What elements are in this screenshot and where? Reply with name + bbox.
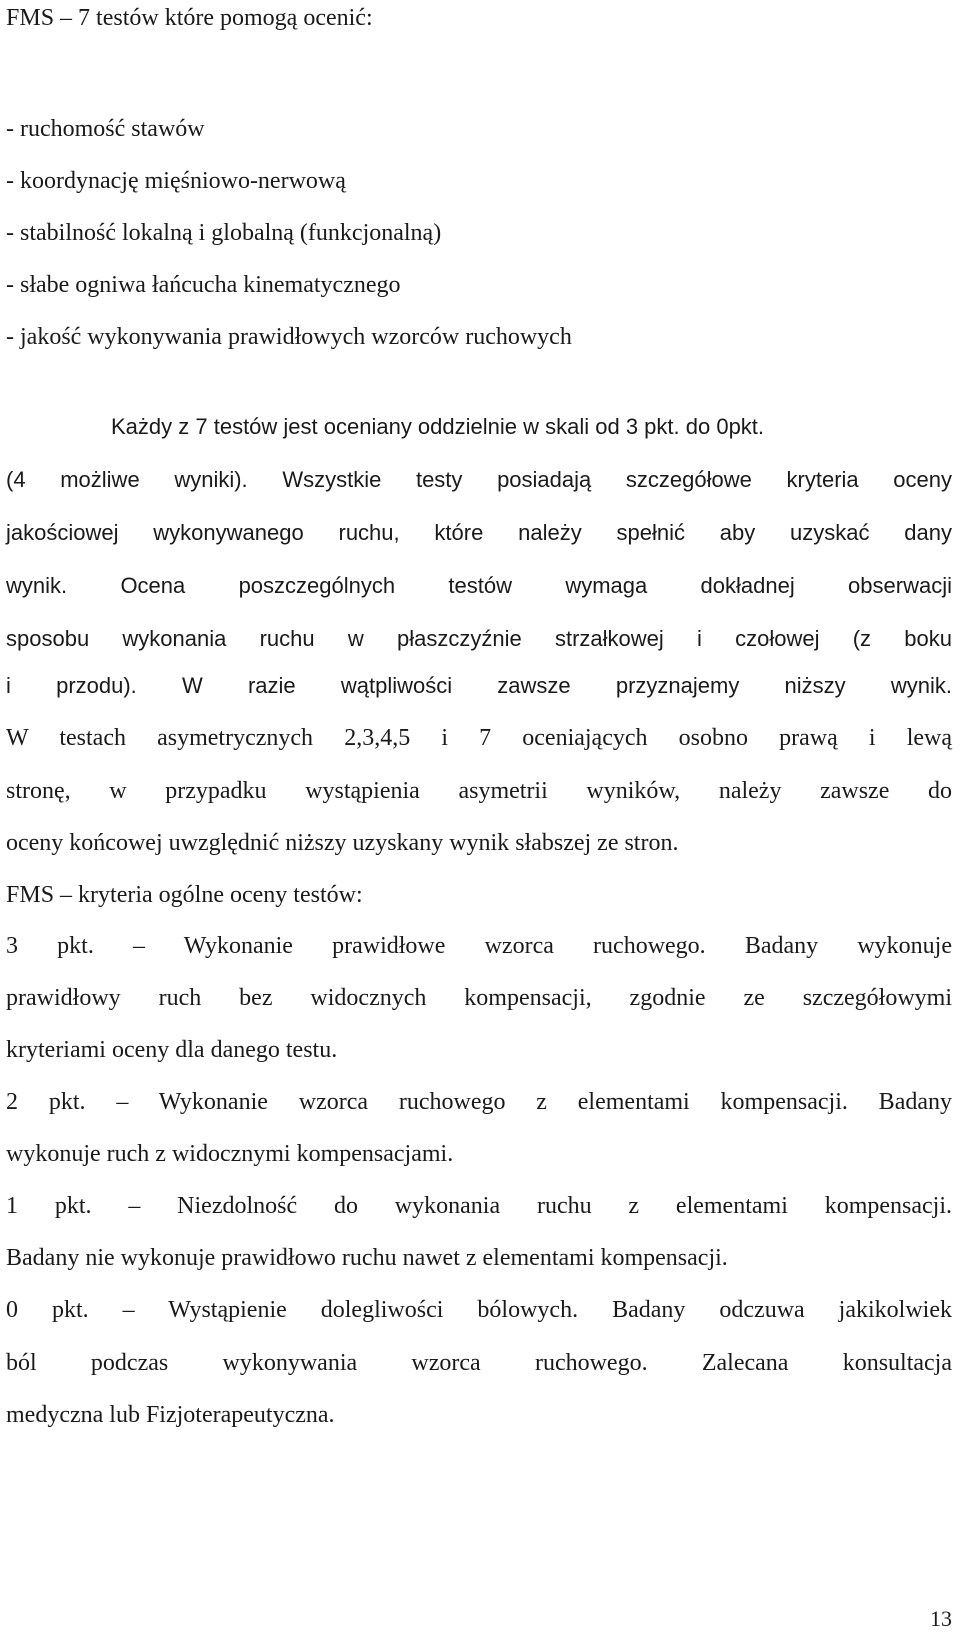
paragraph-line: jakościowej wykonywanego ruchu, które należy spełnić aby uzyskać dany [6,520,952,545]
list-item: - stabilność lokalną i globalną (funkcjonalną) [6,220,442,246]
list-item: - koordynację mięśniowo-nerwową [6,168,346,194]
criteria-heading: FMS – kryteria ogólne oceny testów: [6,882,363,908]
paragraph-line: stronę, w przypadku wystąpienia asymetrii wyników, należy zawsze do [6,778,952,804]
criteria-line: prawidłowy ruch bez widocznych kompensacji, zgodnie ze szczegółowymi [6,985,952,1011]
document-title: FMS – 7 testów które pomogą ocenić: [6,5,373,31]
list-item: - jakość wykonywania prawidłowych wzorców ruchowych [6,324,572,350]
list-item: - słabe ogniwa łańcucha kinematycznego [6,272,401,298]
page-number: 13 [930,1606,952,1631]
criteria-line: 1 pkt. – Niezdolność do wykonania ruchu z elementami kompensacji. [6,1193,952,1219]
criteria-line: 2 pkt. – Wykonanie wzorca ruchowego z elementami kompensacji. Badany [6,1089,952,1115]
paragraph-line: (4 możliwe wyniki). Wszystkie testy posiadają szczegółowe kryteria oceny [6,467,952,492]
criteria-line: 0 pkt. – Wystąpienie dolegliwości bólowych. Badany odczuwa jakikolwiek [6,1297,952,1323]
paragraph-line: oceny końcowej uwzględnić niższy uzyskany wynik słabszej ze stron. [6,830,679,856]
criteria-line: kryteriami oceny dla danego testu. [6,1037,338,1063]
criteria-line: Badany nie wykonuje prawidłowo ruchu nawet z elementami kompensacji. [6,1245,728,1271]
bullet-list [6,103,572,363]
paragraph-line: W testach asymetrycznych 2,3,4,5 i 7 oceniających osobno prawą i lewą [6,725,952,751]
paragraph-line: i przodu). W razie wątpliwości zawsze przyznajemy niższy wynik. [6,673,952,698]
criteria-line: ból podczas wykonywania wzorca ruchowego. Zalecana konsultacja [6,1350,952,1376]
paragraph-line: wynik. Ocena poszczególnych testów wymaga dokładnej obserwacji [6,573,952,598]
paragraph-line: sposobu wykonania ruchu w płaszczyźnie strzałkowej i czołowej (z boku [6,626,952,651]
paragraph-line: Każdy z 7 testów jest oceniany oddzielnie w skali od 3 pkt. do 0pkt. [111,414,765,439]
criteria-line: medyczna lub Fizjoterapeutyczna. [6,1402,335,1428]
list-item: - ruchomość stawów [6,116,205,142]
criteria-line: wykonuje ruch z widocznymi kompensacjami. [6,1141,454,1167]
criteria-line: 3 pkt. – Wykonanie prawidłowe wzorca ruchowego. Badany wykonuje [6,933,952,959]
